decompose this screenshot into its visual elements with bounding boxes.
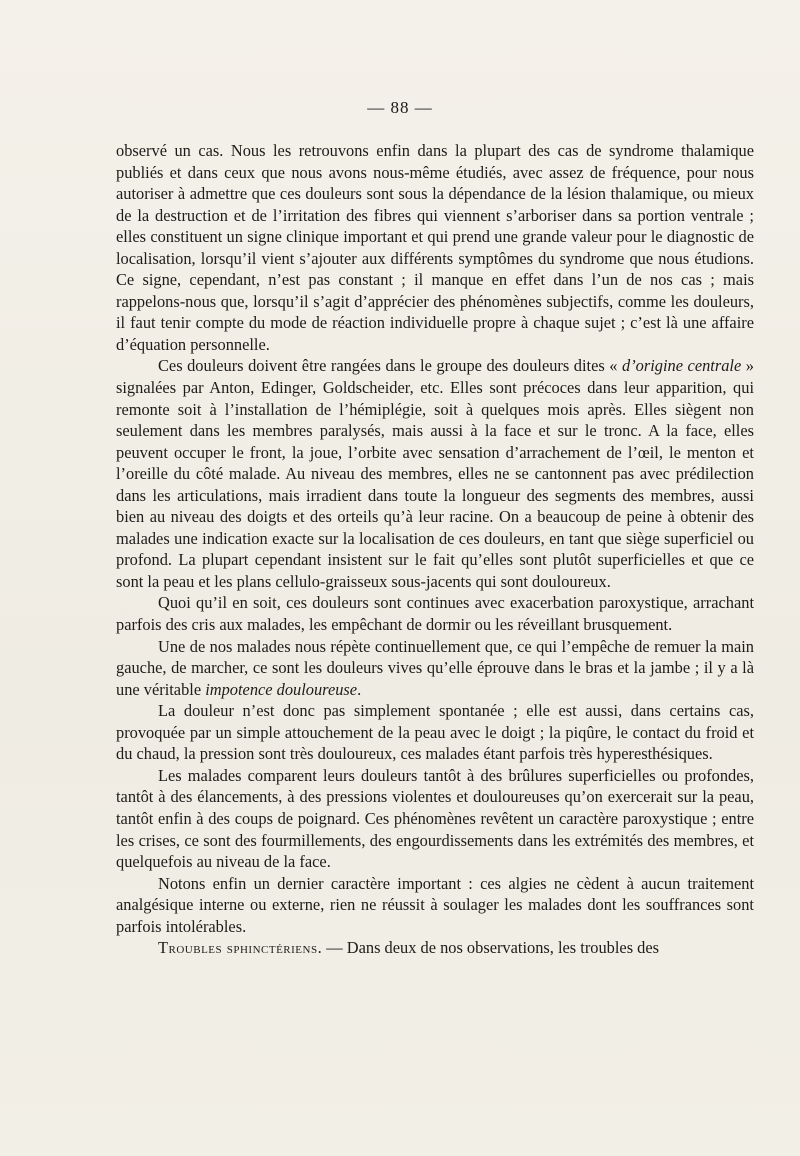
paragraph (116, 636, 754, 701)
text-run: observé un cas. Nous les retrouvons enfin dans la plupart des cas de syndrome thalamique publiés et dans ceux que nous avons nous-même étudiés, avec assez de fréquence, pour nous autoriser à admettre que ces douleurs sont sous la dépendance de la lésion thalamique, ou mieux de la destruction et de l’irritation des fibres qui viennent s’arboriser dans sa portion ventrale ; elles constituent un signe clinique important et qui prend une grande valeur pour le diagnostic de localisation, lorsqu’il vient s’ajouter aux différents symptômes du syndrome que nous étudions. Ce signe, cependant, n’est pas constant ; il manque en effet dans l’un de nos cas ; mais rappelons-nous que, lorsqu’il s’agit d’apprécier des phénomènes subjectifs, comme les douleurs, il faut tenir compte du mode de réaction individuelle propre à chaque sujet ; c’est là une affaire d’équation personnelle. (116, 141, 754, 354)
paragraph (116, 592, 754, 635)
section-heading-run: Troubles sphinctériens. (158, 938, 323, 958)
text-run: » signalées par Anton, Edinger, Goldscheider, etc. Elles sont précoces dans leur apparition, qui remonte soit à l’installation de l’hémiplégie, soit à quelques mois après. Elles siègent non seulement dans les membres paralysés, mais aussi à la face et sur le tronc. A la face, elles peuvent occuper le front, la joue, l’orbite avec sensation d’arrachement de l’œil, le menton et l’oreille du côté malade. Au niveau des membres, elles ne se cantonnent pas avec prédilection dans les articulations, mais irradient dans toute la longueur des segments des membres, aussi bien au niveau des doigts et des orteils qu’à leur racine. On a beaucoup de peine à obtenir des malades une indication exacte sur la localisation de ces douleurs, en tant que siège superficiel ou profond. La plupart cependant insistent sur le fait qu’elles sont plutôt superficielles et que ce sont la peau et les plans cellulo-graisseux sous-jacents qui sont douloureux. (116, 356, 754, 591)
paragraph (116, 765, 754, 873)
text-run: — Dans deux de nos observations, les troubles des (322, 938, 660, 958)
text-run: La douleur n’est donc pas simplement spontanée ; elle est aussi, dans certains cas, provoquée par un simple attouchement de la peau avec le doigt ; la piqûre, le contact du froid et du chaud, la pression sont très douloureux, ces malades étant parfois très hyperesthésiques. (116, 701, 754, 764)
text-run: Une de nos malades nous répète continuellement que, ce qui l’empêche de remuer la main gauche, de marcher, ce sont les douleurs vives qu’elle éprouve dans le bras et la jambe ; il y a là une véritable (116, 636, 754, 699)
paragraph (116, 700, 754, 765)
text-run: . (357, 679, 362, 699)
paragraph (116, 355, 754, 592)
text-run: Les malades comparent leurs douleurs tantôt à des brûlures superficielles ou profondes, tantôt à des élancements, à des pressions violentes et douloureuses qu’on exercerait sur la peau, tantôt enfin à des coups de poignard. Ces phénomènes revêtent un caractère paroxystique ; entre les crises, ce sont des fourmillements, des engourdissements dans les extrémités des membres, et quelquefois au niveau de la face. (116, 765, 754, 872)
paragraph (116, 873, 754, 938)
paragraph (116, 140, 754, 355)
italic-text: d’origine centrale (622, 356, 742, 376)
page-number: — 88 — (367, 98, 433, 117)
body-text (116, 140, 754, 959)
text-run: Ces douleurs doivent être rangées dans le groupe des douleurs dites « (158, 356, 623, 376)
text-run: Notons enfin un dernier caractère important : ces algies ne cèdent à aucun traitement analgésique interne ou externe, rien ne réussit à soulager les malades dont les souffrances sont parfois intolérables. (116, 873, 754, 936)
italic-text: impotence douloureuse (205, 679, 358, 699)
text-run: Quoi qu’il en soit, ces douleurs sont continues avec exacerbation paroxystique, arrachant parfois des cris aux malades, les empêchant de dormir ou les réveillant brusquement. (116, 593, 754, 635)
paragraph (116, 937, 754, 959)
